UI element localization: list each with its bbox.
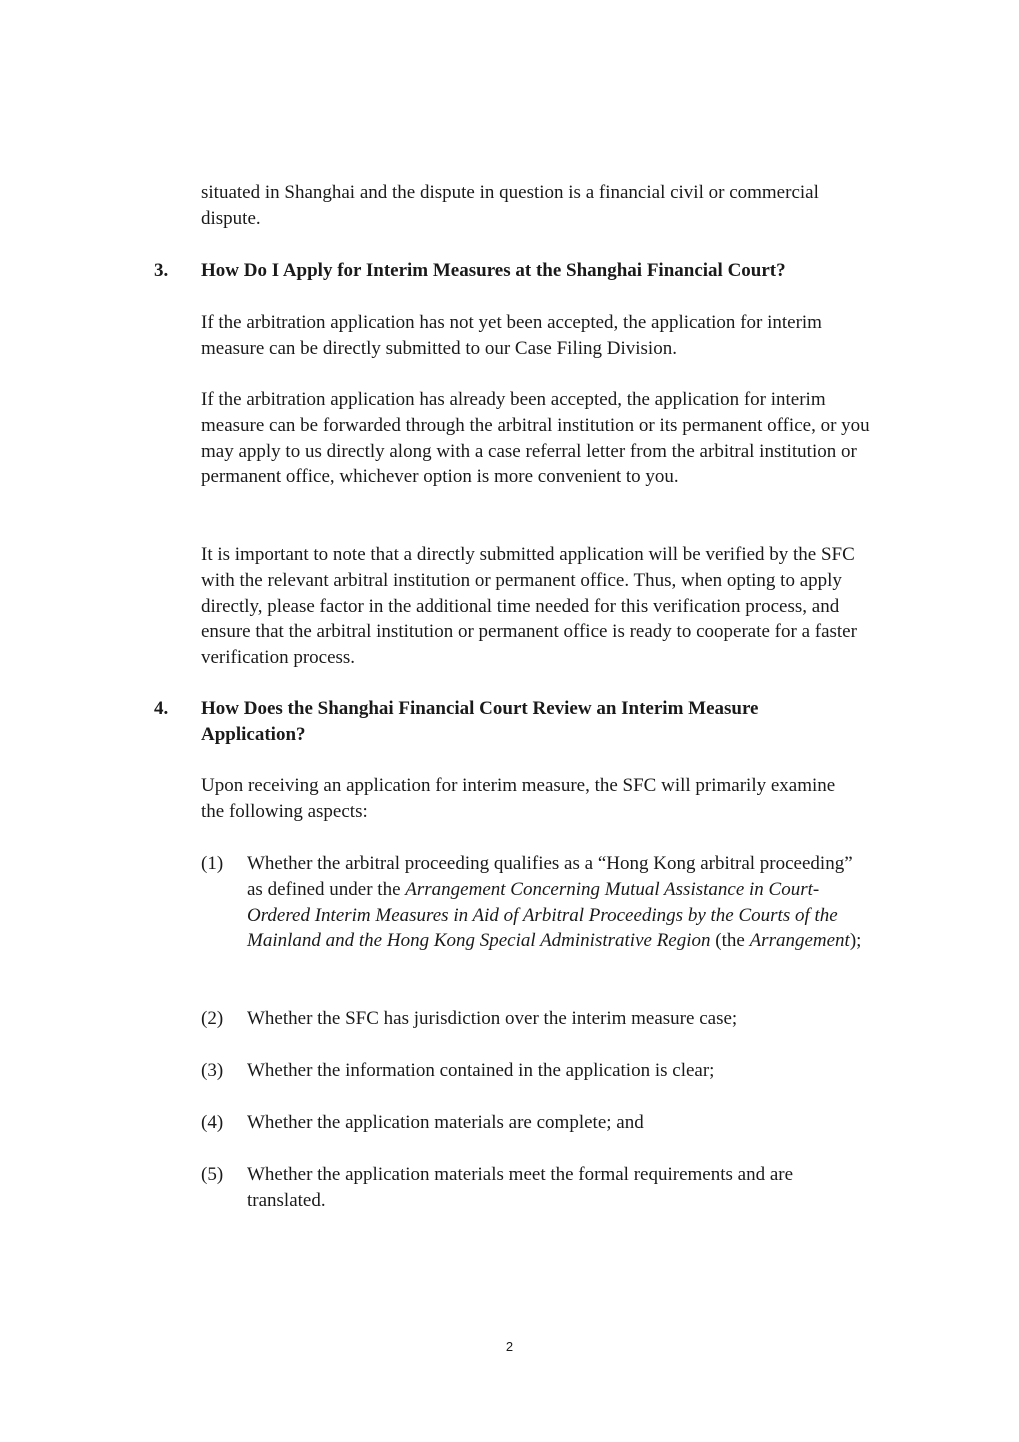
section-3-paragraph-1: If the arbitration application has not yet been accepted, the application for interim measure can be directly submitted to our Case Filing Division. — [201, 312, 822, 359]
list-item — [201, 1006, 871, 1032]
section-4-number: 4. — [154, 698, 169, 719]
list-item — [201, 1110, 871, 1136]
arrangement-short-title: Arrangement — [749, 930, 850, 952]
section-4-paragraph-1: Upon receiving an application for interim measure, the SFC will primarily examine the following aspects: — [201, 775, 836, 822]
list-item-label: (2) — [201, 1008, 224, 1029]
section-3-title: How Do I Apply for Interim Measures at the Shanghai Financial Court? — [201, 260, 786, 281]
list-item-label: (5) — [201, 1164, 224, 1185]
list-item-text: Whether the application materials are complete; and — [247, 1112, 644, 1133]
list-item — [201, 1058, 871, 1084]
section-3-paragraph-3: It is important to note that a directly submitted application will be verified by the SFC with the relevant arbitral institution or permanent office. Thus, when opting to apply directly, please factor in the additional time needed for this verification process, and ensure that the arbitral institution or permanent office is ready to cooperate for a faster verification process. — [201, 544, 857, 669]
section-4-heading — [154, 696, 854, 748]
list-item-label: (1) — [201, 853, 224, 874]
section-3-heading — [154, 258, 874, 284]
list-item-text-part: Whether the arbitral proceeding qualifies as a “Hong Kong arbitral proceeding” as defined under the — [247, 853, 853, 900]
list-item-label: (4) — [201, 1112, 224, 1133]
intro-paragraph: situated in Shanghai and the dispute in question is a financial civil or commercial dispute. — [201, 182, 819, 229]
page-number: 2 — [505, 1339, 514, 1354]
list-item — [201, 1162, 871, 1214]
list-item-text: Whether the SFC has jurisdiction over the interim measure case; — [247, 1008, 738, 1029]
section-3-paragraph-2: If the arbitration application has already been accepted, the application for interim measure can be forwarded through the arbitral institution or its permanent office, or you may apply to us directly along with a case referral letter from the arbitral institution or permanent office, whichever option is more convenient to you. — [201, 389, 870, 488]
list-item-text: Whether the application materials meet the formal requirements and are translated. — [247, 1164, 794, 1211]
section-4-title: How Does the Shanghai Financial Court Review an Interim Measure Application? — [201, 698, 759, 745]
list-item-text: Whether the information contained in the application is clear; — [247, 1060, 715, 1081]
arrangement-title: Arrangement Concerning Mutual Assistance in Court-Ordered Interim Measures in Aid of Arbitral Proceedings by the Courts of the Mainland and the Hong Kong Special Administrative Region — [247, 878, 838, 952]
list-item — [201, 851, 871, 954]
section-3-number: 3. — [154, 260, 169, 281]
list-item-label: (3) — [201, 1060, 224, 1081]
list-item-text-part: ); — [849, 930, 862, 952]
list-item-text — [247, 851, 871, 954]
list-item-text-part: (the — [710, 930, 750, 952]
